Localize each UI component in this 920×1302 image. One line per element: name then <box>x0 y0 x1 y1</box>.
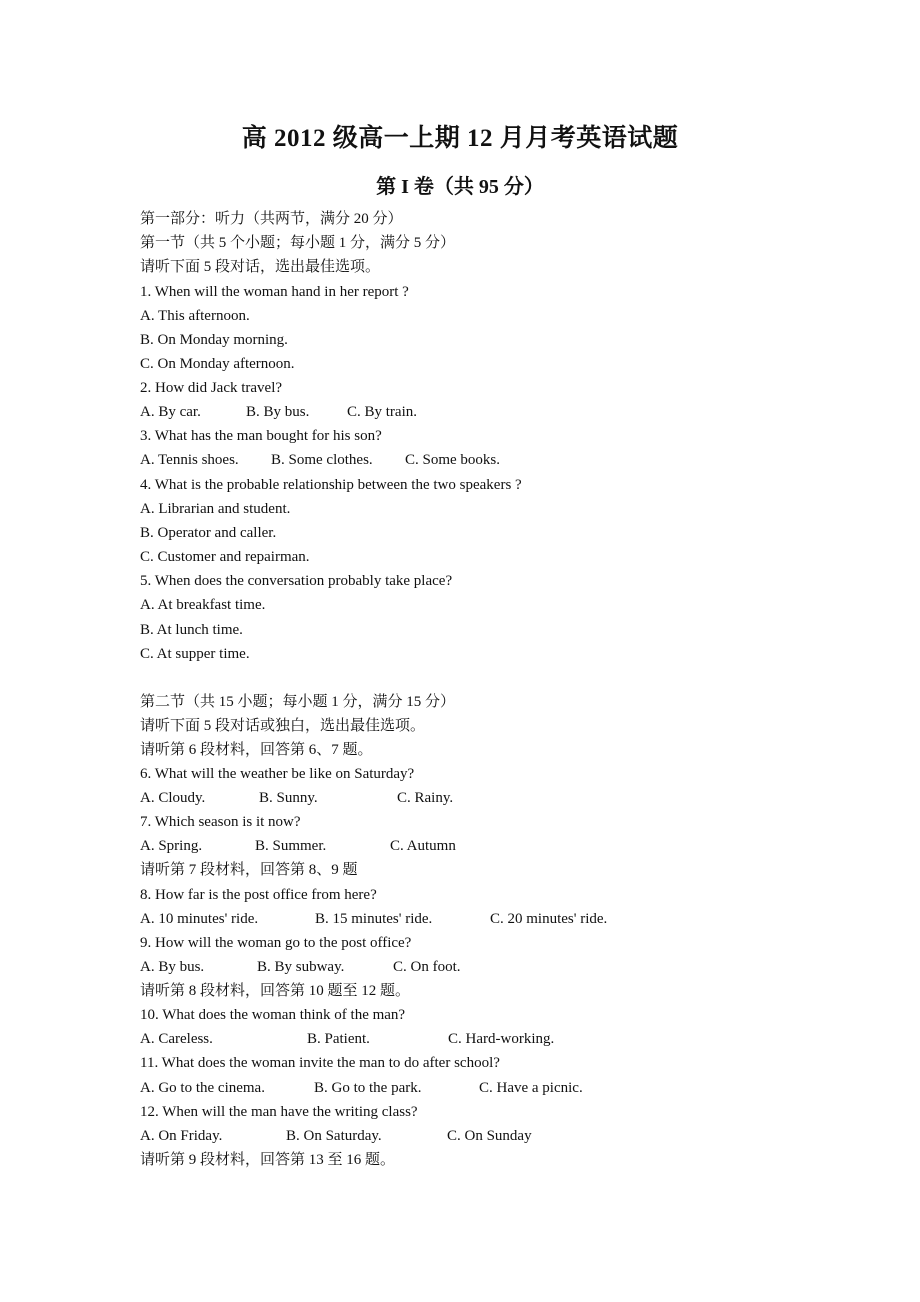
section2-instruction: 请听下面 5 段对话或独白，选出最佳选项。 <box>140 718 426 734</box>
material-6-instruction: 请听第 6 段材料，回答第 6、7 题。 <box>140 742 373 758</box>
q11-option-b: B. Go to the park. <box>314 1080 422 1096</box>
q12-option-a: A. On Friday. <box>140 1128 223 1144</box>
q9-option-b: B. By subway. <box>257 959 345 975</box>
part1-header: 第一部分：听力（共两节，满分 20 分） <box>140 211 403 227</box>
question-1: 1. When will the woman hand in her report ? <box>140 284 409 300</box>
volume-subtitle: 第 I 卷（共 95 分） <box>376 176 544 198</box>
q10-option-b: B. Patient. <box>307 1031 370 1047</box>
question-11: 11. What does the woman invite the man to do after school? <box>140 1055 500 1071</box>
question-12: 12. When will the man have the writing class? <box>140 1104 418 1120</box>
q5-option-c: C. At supper time. <box>140 646 250 662</box>
question-4: 4. What is the probable relationship between the two speakers ? <box>140 477 522 493</box>
q3-option-b: B. Some clothes. <box>271 452 373 468</box>
material-9-instruction: 请听第 9 段材料，回答第 13 至 16 题。 <box>140 1152 396 1168</box>
question-6: 6. What will the weather be like on Saturday? <box>140 766 415 782</box>
q5-option-b: B. At lunch time. <box>140 622 243 638</box>
q8-option-a: A. 10 minutes' ride. <box>140 911 259 927</box>
q3-option-c: C. Some books. <box>405 452 501 468</box>
question-8: 8. How far is the post office from here? <box>140 887 377 903</box>
q1-option-c: C. On Monday afternoon. <box>140 356 295 372</box>
q11-option-c: C. Have a picnic. <box>479 1080 583 1096</box>
question-9: 9. How will the woman go to the post office? <box>140 935 412 951</box>
q4-option-a: A. Librarian and student. <box>140 501 291 517</box>
q10-option-c: C. Hard-working. <box>448 1031 555 1047</box>
q7-option-a: A. Spring. <box>140 838 203 854</box>
question-3: 3. What has the man bought for his son? <box>140 428 382 444</box>
exam-title: 高 2012 级高一上期 12 月月考英语试题 <box>241 125 679 152</box>
q4-option-c: C. Customer and repairman. <box>140 549 310 565</box>
q7-option-b: B. Summer. <box>255 838 327 854</box>
question-2: 2. How did Jack travel? <box>140 380 283 396</box>
material-7-instruction: 请听第 7 段材料，回答第 8、9 题 <box>140 862 358 878</box>
q4-option-b: B. Operator and caller. <box>140 525 277 541</box>
q8-option-b: B. 15 minutes' ride. <box>315 911 433 927</box>
section1-instruction: 请听下面 5 段对话，选出最佳选项。 <box>140 259 381 275</box>
q2-option-a: A. By car. <box>140 404 201 420</box>
q6-option-b: B. Sunny. <box>259 790 318 806</box>
section2-header: 第二节（共 15 小题；每小题 1 分，满分 15 分） <box>140 694 456 710</box>
q12-option-b: B. On Saturday. <box>286 1128 382 1144</box>
question-5: 5. When does the conversation probably take place? <box>140 573 453 589</box>
q7-option-c: C. Autumn <box>390 838 456 854</box>
section1-header: 第一节（共 5 个小题；每小题 1 分，满分 5 分） <box>140 235 456 251</box>
q11-option-a: A. Go to the cinema. <box>140 1080 265 1096</box>
question-7: 7. Which season is it now? <box>140 814 301 830</box>
q6-option-c: C. Rainy. <box>397 790 454 806</box>
q6-option-a: A. Cloudy. <box>140 790 206 806</box>
q1-option-b: B. On Monday morning. <box>140 332 288 348</box>
q12-option-c: C. On Sunday <box>447 1128 532 1144</box>
q9-option-a: A. By bus. <box>140 959 205 975</box>
q8-option-c: C. 20 minutes' ride. <box>490 911 608 927</box>
q9-option-c: C. On foot. <box>393 959 461 975</box>
q10-option-a: A. Careless. <box>140 1031 213 1047</box>
q2-option-b: B. By bus. <box>246 404 310 420</box>
q5-option-a: A. At breakfast time. <box>140 597 266 613</box>
question-10: 10. What does the woman think of the man? <box>140 1007 406 1023</box>
q1-option-a: A. This afternoon. <box>140 308 250 324</box>
material-8-instruction: 请听第 8 段材料，回答第 10 题至 12 题。 <box>140 983 411 999</box>
q2-option-c: C. By train. <box>347 404 417 420</box>
q3-option-a: A. Tennis shoes. <box>140 452 239 468</box>
